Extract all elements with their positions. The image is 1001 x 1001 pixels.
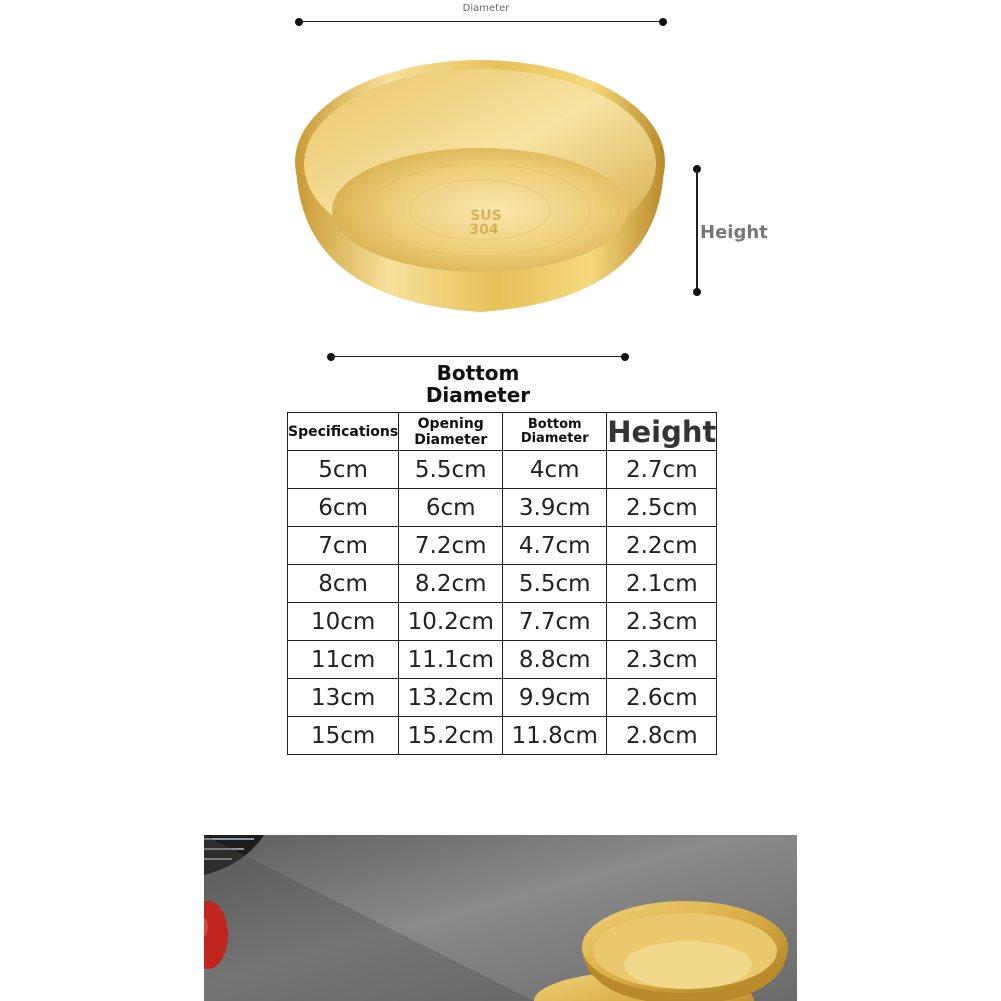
- cell-bottom: 11.8cm: [503, 717, 607, 755]
- dimension-endpoint: [621, 353, 629, 361]
- table-row: [288, 565, 717, 603]
- svg-text:304: 304: [469, 222, 499, 238]
- table-row: [288, 679, 717, 717]
- cell-opening: 11.1cm: [399, 641, 503, 679]
- table-row: [288, 451, 717, 489]
- height-line: [696, 169, 698, 292]
- bottom-diameter-label: Bottom Diameter: [425, 361, 531, 407]
- cell-spec: 11cm: [288, 641, 399, 679]
- cell-spec: 6cm: [288, 489, 399, 527]
- dimension-endpoint: [659, 18, 667, 26]
- cell-height: 2.7cm: [607, 451, 717, 489]
- cell-bottom: 5.5cm: [503, 565, 607, 603]
- cell-opening: 10.2cm: [399, 603, 503, 641]
- header-height: Height: [607, 414, 717, 449]
- cell-spec: 7cm: [288, 527, 399, 565]
- cell-spec: 8cm: [288, 565, 399, 603]
- cell-height: 2.3cm: [607, 603, 717, 641]
- cell-opening: 6cm: [399, 489, 503, 527]
- cell-height: 2.6cm: [607, 679, 717, 717]
- cell-bottom: 7.7cm: [503, 603, 607, 641]
- cell-height: 2.8cm: [607, 717, 717, 755]
- header-bottom-diameter: Bottom Diameter: [503, 413, 607, 451]
- diameter-line: [299, 21, 663, 22]
- table-row: [288, 527, 717, 565]
- cell-opening: 15.2cm: [399, 717, 503, 755]
- lifestyle-photo: [204, 835, 797, 1001]
- cell-height: 2.1cm: [607, 565, 717, 603]
- cell-spec: 15cm: [288, 717, 399, 755]
- sus304-stamp: SUS: [470, 208, 502, 224]
- cell-bottom: 3.9cm: [503, 489, 607, 527]
- cell-height: 2.3cm: [607, 641, 717, 679]
- table-row: [288, 603, 717, 641]
- table-header-row: [288, 413, 717, 451]
- cell-bottom: 4cm: [503, 451, 607, 489]
- cell-bottom: 9.9cm: [503, 679, 607, 717]
- table-row: [288, 717, 717, 755]
- cell-height: 2.5cm: [607, 489, 717, 527]
- table-row: [288, 489, 717, 527]
- table-body: [288, 451, 717, 755]
- dimension-endpoint: [693, 288, 701, 296]
- cell-opening: 8.2cm: [399, 565, 503, 603]
- dimension-endpoint: [295, 18, 303, 26]
- cell-opening: 5.5cm: [399, 451, 503, 489]
- cell-bottom: 4.7cm: [503, 527, 607, 565]
- specifications-table: [287, 412, 717, 755]
- cell-bottom: 8.8cm: [503, 641, 607, 679]
- diameter-label: Diameter: [462, 3, 510, 14]
- table-row: [288, 641, 717, 679]
- header-specifications: Specifications: [288, 413, 399, 451]
- height-label: Height: [700, 222, 768, 243]
- bottom-diameter-line: [331, 356, 625, 357]
- cell-spec: 5cm: [288, 451, 399, 489]
- header-opening-diameter: Opening Diameter: [399, 413, 503, 451]
- cell-spec: 13cm: [288, 679, 399, 717]
- cell-spec: 10cm: [288, 603, 399, 641]
- dimension-endpoint: [327, 353, 335, 361]
- cell-height: 2.2cm: [607, 527, 717, 565]
- cell-opening: 7.2cm: [399, 527, 503, 565]
- gold-dish-photo: [290, 50, 670, 320]
- cell-opening: 13.2cm: [399, 679, 503, 717]
